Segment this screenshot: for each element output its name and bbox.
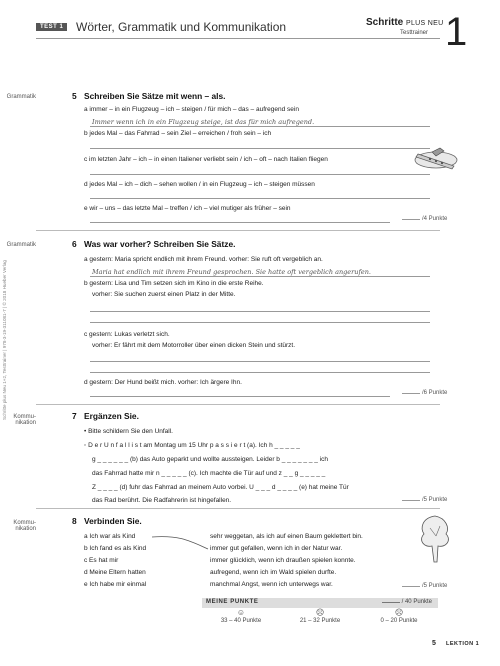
score-range-low: ☹ 0 – 20 Punkte bbox=[360, 608, 438, 628]
answer-5a: Immer wenn ich in ein Flugzeug steige, ist das für mich aufregend. bbox=[92, 118, 315, 126]
points-5: /4 Punkte bbox=[402, 216, 447, 222]
match-connector bbox=[150, 533, 212, 555]
item-6b-before: vorher: Sie suchen zuerst einen Platz in der Mitte. bbox=[92, 291, 236, 298]
match-right-2[interactable]: immer gut gefallen, wenn ich in der Natur war. bbox=[210, 545, 343, 552]
item-6d: d gestern: Der Hund beißt mich. vorher: Ich ärgere Ihn. bbox=[84, 379, 242, 386]
match-left-a[interactable]: a Ich war als Kind bbox=[84, 533, 136, 540]
smile-icon: ☺ bbox=[236, 608, 246, 617]
item-6c-before: vorher: Er fährt mit dem Motorroller über einen dicken Stein und stürzt. bbox=[92, 342, 296, 349]
points-7: /5 Punkte bbox=[402, 497, 447, 503]
section-category: Grammatik bbox=[6, 242, 36, 248]
item-6b: b gestern: Lisa und Tim setzen sich im Kino in die erste Reihe. bbox=[84, 280, 264, 287]
score-range-mid: ☹ 21 – 32 Punkte bbox=[281, 608, 359, 628]
item-5b: b jedes Mal – das Fahrrad – sein Ziel – erreichen / froh sein – ich bbox=[84, 130, 272, 137]
brand-logo: Schritte PLUS NEU bbox=[366, 17, 444, 28]
answer-line[interactable] bbox=[90, 396, 390, 397]
match-left-b[interactable]: b Ich fand es als Kind bbox=[84, 545, 147, 552]
answer-line[interactable] bbox=[90, 322, 430, 323]
answer-line[interactable] bbox=[90, 361, 430, 362]
item-5d: d jedes Mal – ich – dich – sehen wollen / in ein Flugzeug – ich – steigen müssen bbox=[84, 181, 315, 188]
answer-line[interactable] bbox=[90, 174, 430, 175]
section-divider bbox=[36, 404, 440, 405]
match-right-4[interactable]: aufregend, wenn ich im Wald spielen durfte. bbox=[210, 569, 337, 576]
score-header bbox=[202, 598, 438, 608]
item-6c: c gestern: Lukas verletzt sich. bbox=[84, 331, 170, 338]
match-left-e[interactable]: e Ich habe mir einmal bbox=[84, 581, 147, 588]
item-6a: a gestern: Maria spricht endlich mit ihrem Freund. vorher: Sie ruft oft vergeblich an. bbox=[84, 256, 323, 263]
dialog-line-4: das Fahrrad hatte mir n _ _ _ _ _ (c). Ich machte die Tür auf und z _ _ g _ _ _ _ _ bbox=[92, 470, 326, 477]
score-box bbox=[202, 598, 438, 628]
page-title: Wörter, Grammatik und Kommunikation bbox=[76, 20, 287, 34]
section-8-title: 8 Verbinden Sie. bbox=[72, 516, 142, 526]
dialog-line-1: • Bitte schildern Sie den Unfall. bbox=[84, 428, 173, 435]
sad-face-icon: ☹ bbox=[394, 608, 404, 617]
section-6-title: 6 Was war vorher? Schreiben Sie Sätze. bbox=[72, 239, 236, 249]
match-right-3[interactable]: immer glücklich, wenn ich draußen spielen konnte. bbox=[210, 557, 356, 564]
dialog-line-5: Z _ _ _ _ (d) fuhr das Fahrrad an meinem Auto vorbei. U _ _ _ d _ _ _ _ (e) hat meine Tür bbox=[92, 484, 349, 491]
copyright-note: Schritte plus Neu 1+2, Testtrainer | 978-3-19-311081-7 | © 2018 Hueber Verlag bbox=[2, 260, 7, 420]
score-total: / 40 Punkte bbox=[382, 599, 432, 605]
item-5e: e wir – uns – das letzte Mal – treffen / ich – viel mutiger als früher – sein bbox=[84, 205, 291, 212]
match-right-5[interactable]: manchmal Angst, wenn ich unterwegs war. bbox=[210, 581, 333, 588]
airplane-illustration bbox=[412, 140, 460, 174]
answer-line[interactable] bbox=[90, 222, 390, 223]
score-range-high: ☺ 33 – 40 Punkte bbox=[202, 608, 280, 628]
dialog-line-6: das Rad berührt. Die Radfahrerin ist hingefallen. bbox=[92, 497, 232, 504]
answer-6a: Maria hat endlich mit ihrem Freund gesprochen. Sie hatte oft vergeblich angerufen. bbox=[92, 268, 371, 276]
header-divider bbox=[36, 38, 440, 39]
section-category: Kommu- nikation bbox=[13, 414, 36, 426]
section-category: Kommu- nikation bbox=[13, 520, 36, 532]
answer-line[interactable] bbox=[90, 372, 430, 373]
answer-line[interactable] bbox=[90, 126, 430, 127]
page-number: 5 bbox=[432, 640, 436, 647]
lesson-label: LEKTION 1 bbox=[446, 641, 480, 647]
match-right-1[interactable]: sehr weggetan, als ich auf einen Baum geklettert bin. bbox=[210, 533, 363, 540]
neutral-face-icon: ☹ bbox=[315, 608, 325, 617]
dialog-line-2: ◦ D e r U n f a l l i s t am Montag um 15 Uhr p a s s i e r t (a). Ich h _ _ _ _ _ bbox=[84, 442, 300, 449]
section-5-title: 5 Schreiben Sie Sätze mit wenn – als. bbox=[72, 91, 226, 101]
brand-subtitle: Testtrainer bbox=[400, 30, 429, 36]
match-left-d[interactable]: d Meine Eltern hatten bbox=[84, 569, 146, 576]
item-5c: c im letzten Jahr – ich – in einen Italiener verliebt sein / ich – oft – nach Italien fliegen bbox=[84, 156, 328, 163]
section-category: Grammatik bbox=[6, 94, 36, 100]
section-divider bbox=[36, 508, 440, 509]
section-divider bbox=[36, 230, 440, 231]
dialog-line-3: g _ _ _ _ _ _ (b) das Auto geparkt und wollte aussteigen. Leider b _ _ _ _ _ _ _ ich bbox=[92, 456, 328, 463]
points-8: /5 Punkte bbox=[402, 583, 447, 589]
tree-illustration bbox=[418, 514, 452, 564]
item-5a: a immer – in ein Flugzeug – ich – steigen / für mich – das – aufregend sein bbox=[84, 106, 299, 113]
points-6: /6 Punkte bbox=[402, 390, 447, 396]
answer-line[interactable] bbox=[90, 311, 430, 312]
section-7-title: 7 Ergänzen Sie. bbox=[72, 411, 139, 421]
answer-line[interactable] bbox=[90, 148, 430, 149]
match-left-c[interactable]: c Es hat mir bbox=[84, 557, 119, 564]
unit-number: 1 bbox=[445, 10, 468, 54]
answer-line[interactable] bbox=[90, 276, 430, 277]
score-label: MEINE PUNKTE bbox=[206, 599, 259, 605]
test-badge: TEST 1 bbox=[36, 23, 67, 31]
answer-line[interactable] bbox=[90, 198, 430, 199]
